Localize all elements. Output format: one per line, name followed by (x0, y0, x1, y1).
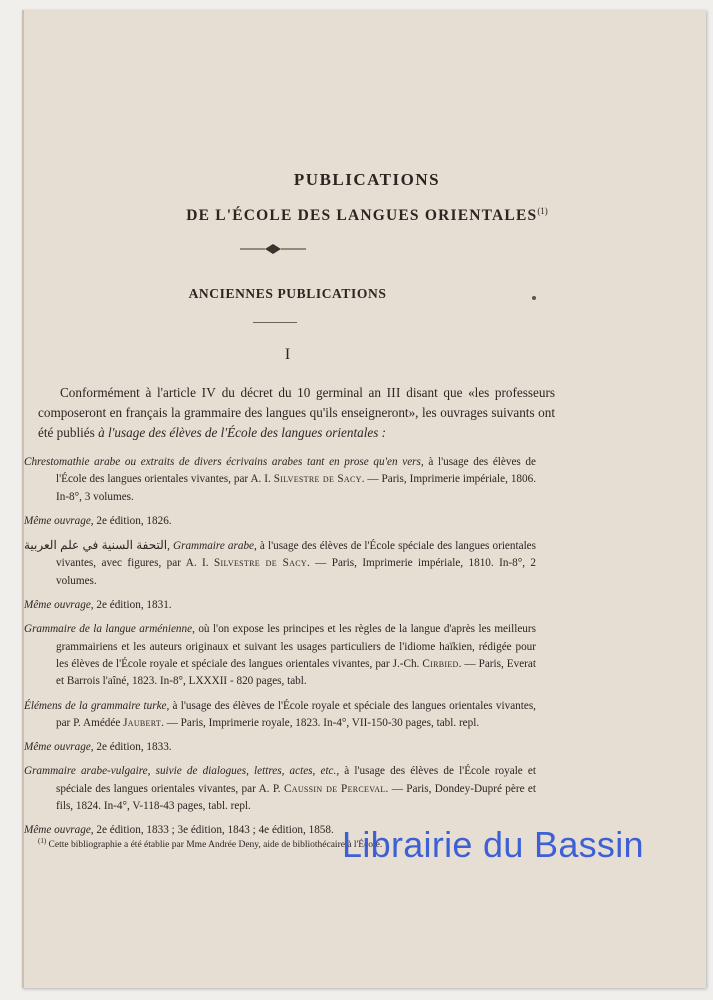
entry-arabic-title: التحفة السنية في علم العربية (24, 538, 168, 553)
entry-imprint: . — Paris, Imprimerie impériale, 1810. In-8°, 2 volumes. (56, 557, 537, 587)
intro-part-1: Conformément à l'article (60, 385, 202, 400)
title-line-2 (77, 206, 657, 225)
bibliography-list (24, 454, 536, 847)
entry-title: Élémens de la grammaire turke, (24, 699, 170, 712)
bibliography-entry (24, 513, 536, 530)
entry-author: Jaubert (123, 716, 162, 729)
entry-text: 2e édition, 1833 ; 3e édition, 1843 ; 4e édition, 1858. (93, 824, 334, 837)
entry-author: Silvestre de Sacy (273, 473, 362, 486)
intro-text (38, 383, 555, 443)
bibliography-entry (24, 621, 536, 690)
entry-title: Même ouvrage, (24, 599, 94, 612)
entry-imprint: . — Paris, Imprimerie impériale, 1806. In-8°, 3 volumes. (56, 473, 536, 503)
section-number: I (284, 346, 291, 363)
footnote-mark: (1) (38, 837, 47, 845)
entry-text: à l'usage des élèves de l'École spéciale des langues orientales vivantes, avec figures, par A. I. (56, 540, 536, 570)
entry-title: Grammaire arabe, (173, 540, 257, 553)
entry-title: Même ouvrage, (24, 824, 94, 837)
entry-imprint: . — Paris, Imprimerie royale, 1823. In-4°, VII-150-30 pages, tabl. repl. (161, 716, 480, 729)
title-line-2-text: DE L'ÉCOLE DES LANGUES ORIENTALES (186, 207, 538, 225)
bibliography-entry (24, 454, 536, 506)
entry-author: Cirbied (422, 657, 459, 670)
bibliography-entry (24, 763, 536, 815)
entry-author: Silvestre de Sacy (213, 557, 307, 570)
entry-imprint: . — Paris, Everat et Barrois l'aîné, 1823. In-8°, LXXXII - 820 pages, tabl. (56, 657, 536, 688)
entry-title: Chrestomathie arabe ou extraits de divers écrivains arabes tant en prose qu'en vers, (24, 456, 424, 468)
entry-author: Caussin de Perceval (283, 782, 386, 795)
entry-title: Même ouvrage, (24, 741, 94, 754)
bibliography-entry (24, 739, 536, 756)
entry-text: à l'usage des élèves de l'École des langues orientales vivantes, par A. I. (56, 456, 536, 486)
entry-title: Grammaire de la langue arménienne, (24, 623, 195, 636)
bibliography-entry: التحفة السنية في علم العربية, Grammaire arabe, à l'usage des élèves de l'École spéciale des langues orientales vivantes, avec figures, par A. I. Silvestre de Sacy. — Paris, Imprimerie impériale, 1810. In-8°, 2 volumes. (24, 538, 537, 587)
title-line-1: PUBLICATIONS (293, 170, 441, 189)
ornament-divider-icon (238, 243, 308, 255)
intro-year: III (386, 385, 401, 400)
entry-text: à l'usage des élèves de l'École royale et spéciale des langues orientales vivantes, par A. P. (56, 765, 537, 795)
entry-title: Grammaire arabe-vulgaire, suivie de dialogues, lettres, actes, etc., (24, 765, 340, 778)
entry-text: à l'usage des élèves de l'École royale et spéciale des langues orientales vivantes, par P. Amédée (56, 699, 536, 729)
intro-article: IV (201, 385, 217, 400)
entry-text: 2e édition, 1833. (93, 741, 172, 754)
bibliography-entry (24, 597, 536, 614)
section-rule (253, 322, 297, 323)
entry-title: Même ouvrage, (24, 514, 94, 527)
section-title: ANCIENNES PUBLICATIONS (188, 286, 387, 301)
intro-part-2: du décret du 10 germinal an (216, 385, 387, 400)
footnote-text: Cette bibliographie a été établie par Mme Andrée Deny, aide de bibliothécaire à l'École. (48, 840, 383, 851)
watermark: Librairie du Bassin (342, 824, 644, 865)
entry-text: où l'on expose les principes et les règles de la langue d'après les meilleurs grammairiens et les auteurs originaux et suivant les usages particuliers de l'idiome haïkien, rédigée pour les élèves de l'École royale et spéciale des langues orientales vivantes, par J.-Ch. (56, 623, 536, 670)
title-footnote-mark: (1) (537, 206, 548, 216)
intro-italic: à l'usage des élèves de l'École des langues orientales : (98, 425, 387, 440)
entry-text: 2e édition, 1826. (93, 514, 172, 527)
intro-paragraph (38, 383, 555, 443)
entry-text: 2e édition, 1831. (93, 599, 172, 612)
intro-part-3: disant que «les professeurs composeront en français la grammaire des langues qu'ils enseigneront», les ouvrages suivants ont été publiés (38, 385, 555, 440)
bibliography-entry (24, 698, 536, 733)
entry-imprint: . — Paris, Dondey-Dupré père et fils, 1824. In-4°, V-118-43 pages, tabl. repl. (56, 782, 536, 813)
